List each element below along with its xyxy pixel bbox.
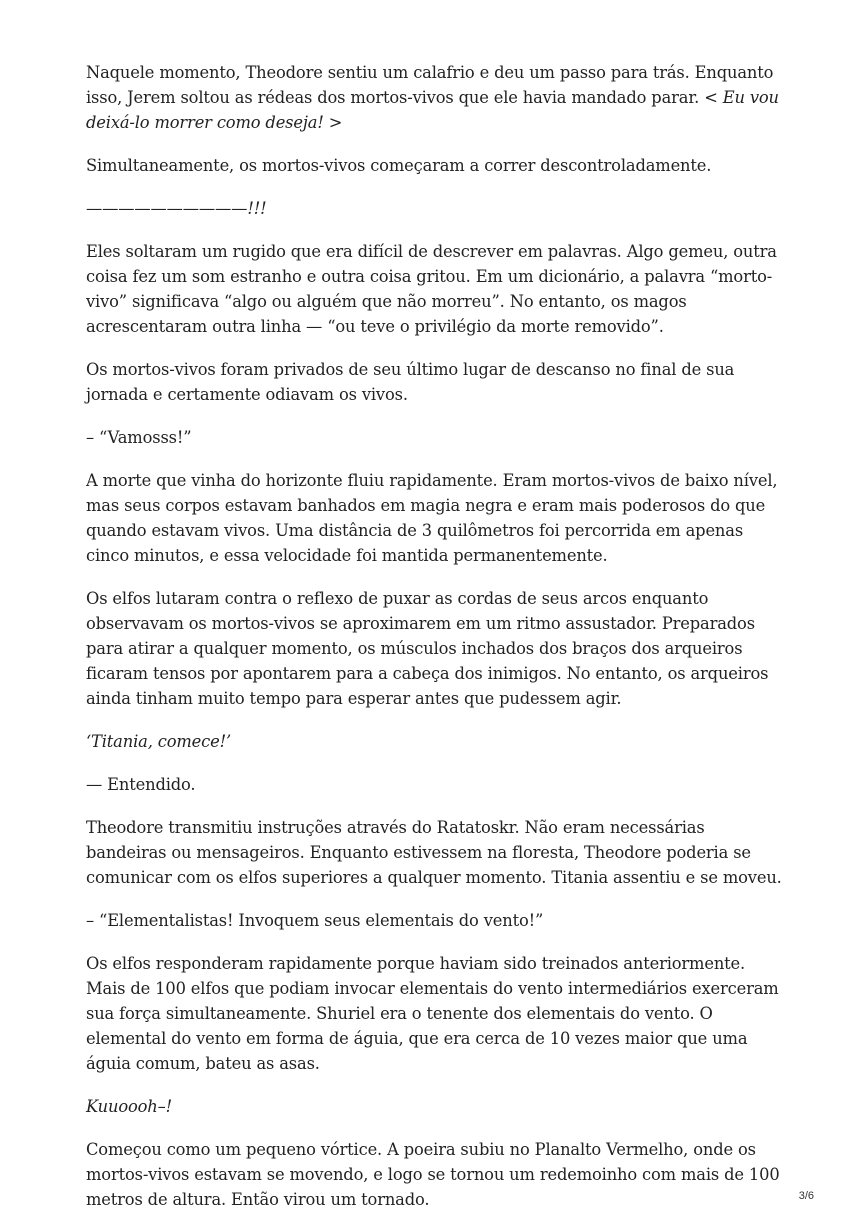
paragraph: Os mortos-vivos foram privados de seu último lugar de descanso no final de sua jornada e certamente odiavam os vivos. [86,360,735,404]
paragraph: Os elfos responderam rapidamente porque haviam sido treinados anteriormente. Mais de 100 elfos que podiam invocar elementais do vento intermediários exerceram sua força simultaneamente. Shuriel era o tenente dos elementais do vento. O elemental do vento em forma de águia, que era cerca de 10 vezes maior que uma águia comum, bateu as asas. [86,954,779,1073]
dialogue-line: – “Vamosss!” [86,428,192,447]
paragraph: Começou como um pequeno vórtice. A poeira subiu no Planalto Vermelho, onde os mortos-vivos estavam se movendo, e logo se tornou um redemoinho com mais de 100 metros de altura. Então virou um tornado. [86,1140,780,1209]
page-number: 3/6 [798,1190,814,1202]
paragraph: A morte que vinha do horizonte fluiu rapidamente. Eram mortos-vivos de baixo nível, mas seus corpos estavam banhados em magia negra e eram mais poderosos do que quando estavam vivos. Uma distância de 3 quilômetros foi percorrida em apenas cinco minutos, e essa velocidade foi mantida permanentemente. [86,471,778,565]
paragraph: Os elfos lutaram contra o reflexo de puxar as cordas de seus arcos enquanto observavam os mortos-vivos se aproximarem em um ritmo assustador. Preparados para atirar a qualquer momento, os músculos inchados dos braços dos arqueiros ficaram tensos por apontarem para a cabeça dos inimigos. No entanto, os arqueiros ainda tinham muito tempo para esperar antes que pudessem agir. [86,589,769,708]
paragraph: ——————————!!! [86,199,267,218]
dialogue-line: — Entendido. [86,775,196,794]
sound-effect-line: Kuuoooh–! [86,1097,173,1116]
paragraph: Theodore transmitiu instruções através do Ratatoskr. Não eram necessárias bandeiras ou mensageiros. Enquanto estivessem na floresta, Theodore poderia se comunicar com os elfos superiores a qualquer momento. Titania assentiu e se moveu. [86,818,782,887]
paragraph: Naquele momento, Theodore sentiu um calafrio e deu um passo para trás. Enquanto isso, Jerem soltou as rédeas dos mortos-vivos que ele havia mandado parar. < Eu vou deixá-lo morrer como deseja! > [86,63,779,132]
paragraph: Simultaneamente, os mortos-vivos começaram a correr descontroladamente. [86,156,712,175]
dialogue-line: – “Elementalistas! Invoquem seus elementais do vento!” [86,911,544,930]
document-page [86,60,786,1230]
paragraph: Eles soltaram um rugido que era difícil de descrever em palavras. Algo gemeu, outra coisa fez um som estranho e outra coisa gritou. Em um dicionário, a palavra “morto-vivo” significava “algo ou alguém que não morreu”. No entanto, os magos acrescentaram outra linha — “ou teve o privilégio da morte removido”. [86,242,777,336]
thought-line: ‘Titania, comece!’ [86,732,232,751]
